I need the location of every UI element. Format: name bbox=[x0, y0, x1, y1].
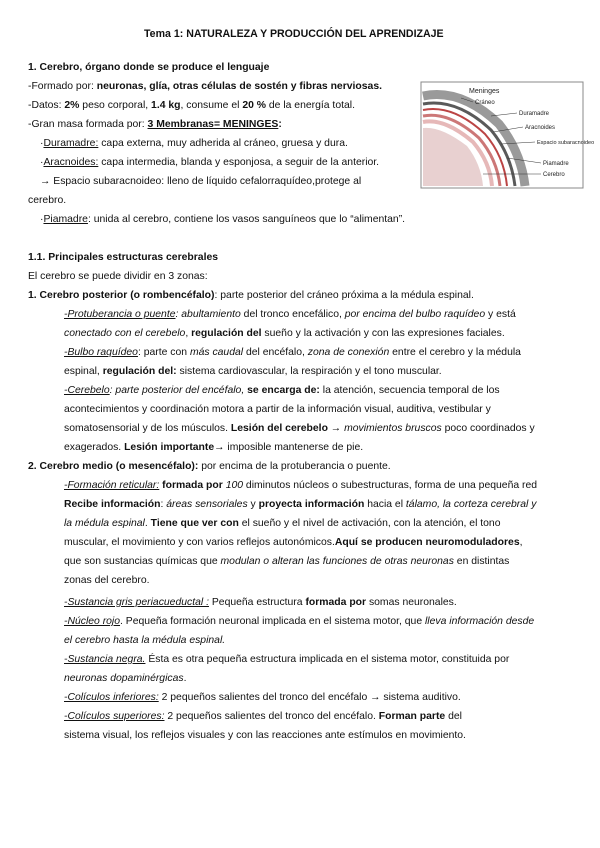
label-cerebro: Cerebro bbox=[543, 172, 565, 178]
figure-title: Meninges bbox=[469, 88, 500, 95]
sustancia-gris-line: -Sustancia gris periacueductal : Pequeña estructura formada por somas neuronales. bbox=[64, 597, 457, 608]
bulbo-line-2: espinal, regulación del: sistema cardiovascular, la respiración y el tono muscular. bbox=[64, 366, 442, 377]
piamadre-line: ·Piamadre: unida al cerebro, contiene los vasos sanguíneos que lo “alimentan”. bbox=[40, 214, 406, 225]
label-aracnoides: Aracnoides bbox=[525, 125, 556, 131]
formacion-line-1: -Formación reticular: formada por 100 diminutos núcleos o subestructuras, forma de una pequeña red bbox=[64, 480, 538, 491]
subarachnoid-line: → Espacio subaracnoideo: lleno de líquido cefalorraquídeo,protege al bbox=[40, 176, 362, 187]
aracnoides-line: ·Aracnoides: capa intermedia, blanda y esponjosa, a seguir de la anterior. bbox=[40, 157, 380, 168]
label-craneo: Cráneo bbox=[475, 100, 495, 106]
cerebelo-line-4: exagerados. Lesión importante→ imposible mantenerse de pie. bbox=[64, 442, 364, 453]
sustancia-negra-line-2: neuronas dopaminérgicas. bbox=[64, 673, 187, 684]
duramadre-line: ·Duramadre: capa externa, muy adherida al cráneo, gruesa y dura. bbox=[40, 138, 348, 149]
formed-by-line: -Formado por: neuronas, glía, otras células de sostén y fibras nerviosas. bbox=[28, 81, 382, 92]
label-duramadre: Duramadre bbox=[519, 111, 550, 117]
formacion-line-2: Recibe información: áreas sensoriales y proyecta información hacia el tálamo, la corteza cerebral y bbox=[64, 499, 537, 510]
protuberancia-line-1: -Protuberancia o puente: abultamiento del tronco encefálico, por encima del bulbo raquídeo y está bbox=[64, 309, 516, 320]
meninges-line: -Gran masa formada por: 3 Membranas= MENINGES: bbox=[28, 119, 282, 130]
protuberancia-line-2: conectado con el cerebelo, regulación del sueño y la activación y con las expresiones faciales. bbox=[64, 328, 505, 339]
meninges-figure bbox=[421, 82, 595, 188]
zone-2-heading: 2. Cerebro medio (o mesencéfalo): por encima de la protuberancia o puente. bbox=[28, 461, 391, 472]
cerebelo-line-2: acontecimientos y coordinación motora a partir de la información visual, auditiva, vestibular y bbox=[64, 404, 491, 415]
data-line: -Datos: 2% peso corporal, 1.4 kg, consume el 20 % de la energía total. bbox=[28, 100, 355, 111]
nucleo-rojo-line-1: -Núcleo rojo. Pequeña formación neuronal implicada en el sistema motor, que lleva información desde bbox=[64, 616, 535, 627]
zones-intro: El cerebro se puede dividir en 3 zonas: bbox=[28, 271, 208, 282]
zone-1-heading: 1. Cerebro posterior (o rombencéfalo): parte posterior del cráneo próxima a la médula espinal. bbox=[28, 290, 474, 301]
page-title: Tema 1: NATURALEZA Y PRODUCCIÓN DEL APRENDIZAJE bbox=[144, 28, 444, 40]
coliculos-inferiores-line: -Colículos inferiores: 2 pequeños salientes del tronco del encéfalo → sistema auditivo. bbox=[64, 692, 461, 703]
coliculos-superiores-line-2: sistema visual, los reflejos visuales y con las reacciones ante estímulos en movimiento. bbox=[64, 730, 466, 741]
cerebelo-line-3: somatosensorial y de los músculos. Lesión del cerebelo → movimientos bruscos poco coordinados y bbox=[64, 423, 535, 434]
formacion-line-6: zonas del cerebro. bbox=[64, 575, 150, 586]
label-espacio: Espacio subaracnoideo bbox=[537, 140, 595, 146]
section-1-heading: 1. Cerebro, órgano donde se produce el lenguaje bbox=[28, 62, 270, 73]
sustancia-negra-line-1: -Sustancia negra. Ésta es otra pequeña estructura implicada en el sistema motor, constituida por bbox=[64, 654, 510, 665]
bulbo-line-1: -Bulbo raquídeo: parte con más caudal del encéfalo, zona de conexión entre el cerebro y la médula bbox=[64, 347, 521, 358]
cerebelo-line-1: -Cerebelo: parte posterior del encéfalo, se encarga de: la atención, secuencia temporal de los bbox=[64, 385, 500, 396]
subarachnoid-line-cont: cerebro. bbox=[28, 195, 67, 206]
formacion-line-5: que son sustancias químicas que modulan o alteran las funciones de otras neuronas en distintas bbox=[64, 556, 510, 567]
formacion-line-4: muscular, el movimiento y con varios reflejos autonómicos.Aquí se producen neuromoduladores, bbox=[64, 537, 523, 548]
coliculos-superiores-line-1: -Colículos superiores: 2 pequeños salientes del tronco del encéfalo. Forman parte del bbox=[64, 711, 462, 722]
label-piamadre: Piamadre bbox=[543, 161, 569, 167]
nucleo-rojo-line-2: el cerebro hasta la médula espinal. bbox=[64, 635, 226, 646]
section-1-1-heading: 1.1. Principales estructuras cerebrales bbox=[28, 252, 219, 263]
formacion-line-3: la médula espinal. Tiene que ver con el sueño y el nivel de activación, con la atención, el tono bbox=[64, 518, 501, 529]
